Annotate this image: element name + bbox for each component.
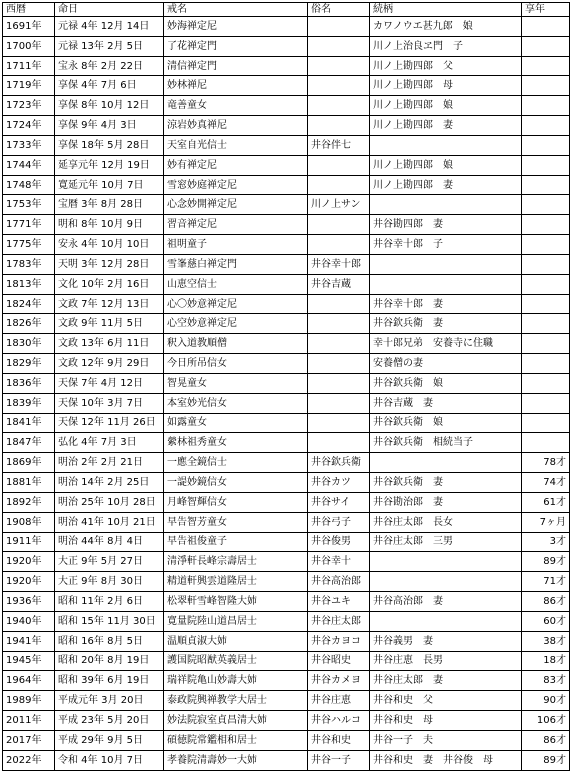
col-header-posthumous-name: 戒名	[164, 3, 308, 17]
lay-name-cell	[308, 235, 370, 255]
age-cell: 60才	[522, 611, 570, 631]
western-year-cell: 1911年	[3, 532, 55, 552]
death-date-cell: 明和 8年 10月 9日	[55, 215, 164, 235]
relationship-cell: 井谷庄太郎 三男	[370, 532, 522, 552]
relationship-cell: 井谷高治郎 妻	[370, 592, 522, 612]
age-cell	[522, 155, 570, 175]
age-cell	[522, 294, 570, 314]
death-date-cell: 昭和 11年 2月 6日	[55, 592, 164, 612]
relationship-cell: 井谷庄太郎 長女	[370, 512, 522, 532]
posthumous-name-cell: 智晃童女	[164, 373, 308, 393]
posthumous-name-cell: 雪峯慈白禅定門	[164, 254, 308, 274]
relationship-cell: 井谷和史 妻 井谷俊 母	[370, 750, 522, 770]
lay-name-cell	[308, 314, 370, 334]
table-row	[3, 611, 570, 631]
western-year-cell: 1753年	[3, 195, 55, 215]
col-header-death-date: 命日	[55, 3, 164, 17]
age-cell	[522, 354, 570, 374]
age-cell	[522, 334, 570, 354]
lay-name-cell: 井谷高治郎	[308, 572, 370, 592]
lay-name-cell	[308, 354, 370, 374]
death-date-cell: 平成 23年 5月 20日	[55, 710, 164, 730]
death-date-cell: 元禄 13年 2月 5日	[55, 36, 164, 56]
relationship-cell: 井谷欽兵衛 妻	[370, 314, 522, 334]
age-cell	[522, 96, 570, 116]
lay-name-cell	[308, 433, 370, 453]
table-body	[3, 17, 570, 771]
table-row	[3, 453, 570, 473]
posthumous-name-cell: 寛量院陸山道昌居士	[164, 611, 308, 631]
death-date-cell: 明治 44年 8月 4日	[55, 532, 164, 552]
table-row	[3, 96, 570, 116]
age-cell	[522, 175, 570, 195]
posthumous-name-cell: 心〇妙意禅定尼	[164, 294, 308, 314]
western-year-cell: 1783年	[3, 254, 55, 274]
age-cell	[522, 56, 570, 76]
table-row	[3, 373, 570, 393]
lay-name-cell: 井谷カツ	[308, 473, 370, 493]
relationship-cell: 井谷欽兵衛 相続当子	[370, 433, 522, 453]
death-date-cell: 宝永 8年 2月 22日	[55, 56, 164, 76]
table-row	[3, 433, 570, 453]
relationship-cell: 井谷欽兵衛 妻	[370, 473, 522, 493]
age-cell: 18才	[522, 651, 570, 671]
western-year-cell: 2017年	[3, 730, 55, 750]
age-cell: 61才	[522, 492, 570, 512]
death-date-cell: 享保 18年 5月 28日	[55, 135, 164, 155]
table-row	[3, 175, 570, 195]
posthumous-name-cell: 妙有禅定尼	[164, 155, 308, 175]
table-row	[3, 691, 570, 711]
western-year-cell: 1941年	[3, 631, 55, 651]
western-year-cell: 1869年	[3, 453, 55, 473]
posthumous-name-cell: 早告智芳童女	[164, 512, 308, 532]
posthumous-name-cell: 瑞祥院亀山妙壽大姉	[164, 671, 308, 691]
death-date-cell: 文政 13年 6月 11日	[55, 334, 164, 354]
age-cell	[522, 413, 570, 433]
lay-name-cell: 井谷庄恵	[308, 691, 370, 711]
posthumous-name-cell: 清淨軒長峰宗壽居士	[164, 552, 308, 572]
western-year-cell: 1724年	[3, 116, 55, 136]
relationship-cell	[370, 135, 522, 155]
lay-name-cell	[308, 175, 370, 195]
posthumous-name-cell: 松翠軒雪峰智隆大姉	[164, 592, 308, 612]
western-year-cell: 1744年	[3, 155, 55, 175]
death-date-cell: 元禄 4年 12月 14日	[55, 17, 164, 37]
age-cell	[522, 314, 570, 334]
western-year-cell: 1824年	[3, 294, 55, 314]
age-cell	[522, 17, 570, 37]
table-row	[3, 254, 570, 274]
death-date-cell: 延享元年 12月 19日	[55, 155, 164, 175]
lay-name-cell	[308, 56, 370, 76]
table-row	[3, 274, 570, 294]
lay-name-cell: 井谷昭史	[308, 651, 370, 671]
posthumous-name-cell: 山恵空信士	[164, 274, 308, 294]
lay-name-cell: 井谷幸十	[308, 552, 370, 572]
lay-name-cell	[308, 76, 370, 96]
relationship-cell: カワノウエ甚九郎 娘	[370, 17, 522, 37]
relationship-cell: 川ノ上勘四郎 父	[370, 56, 522, 76]
death-date-cell: 文政 12年 9月 29日	[55, 354, 164, 374]
western-year-cell: 1826年	[3, 314, 55, 334]
posthumous-name-cell: 祖明童子	[164, 235, 308, 255]
western-year-cell: 1691年	[3, 17, 55, 37]
death-date-cell: 享保 8年 10月 12日	[55, 96, 164, 116]
death-date-cell: 天保 10年 3月 7日	[55, 393, 164, 413]
col-header-lay-name: 俗名	[308, 3, 370, 17]
lay-name-cell: 井谷カヨコ	[308, 631, 370, 651]
western-year-cell: 1723年	[3, 96, 55, 116]
table-row	[3, 17, 570, 37]
table-row	[3, 631, 570, 651]
western-year-cell: 1771年	[3, 215, 55, 235]
col-header-relationship: 続柄	[370, 3, 522, 17]
death-date-cell: 昭和 39年 6月 19日	[55, 671, 164, 691]
relationship-cell: 川ノ上治良ヱ門 子	[370, 36, 522, 56]
age-cell: 78才	[522, 453, 570, 473]
age-cell	[522, 433, 570, 453]
death-date-cell: 令和 4年 10月 7日	[55, 750, 164, 770]
relationship-cell: 幸十郎兄弟 安養寺に住職	[370, 334, 522, 354]
western-year-cell: 1881年	[3, 473, 55, 493]
western-year-cell: 1964年	[3, 671, 55, 691]
table-row	[3, 294, 570, 314]
lay-name-cell	[308, 116, 370, 136]
death-date-cell: 享保 9年 4月 3日	[55, 116, 164, 136]
age-cell	[522, 36, 570, 56]
table-row	[3, 750, 570, 770]
lay-name-cell	[308, 334, 370, 354]
age-cell	[522, 235, 570, 255]
lay-name-cell	[308, 96, 370, 116]
relationship-cell	[370, 195, 522, 215]
age-cell	[522, 116, 570, 136]
lay-name-cell	[308, 413, 370, 433]
lay-name-cell	[308, 215, 370, 235]
posthumous-name-cell: 一諟妙鏡信女	[164, 473, 308, 493]
death-date-cell: 宝暦 3年 8月 28日	[55, 195, 164, 215]
death-date-cell: 天保 12年 11月 26日	[55, 413, 164, 433]
posthumous-name-cell: 縈林祖秀童女	[164, 433, 308, 453]
death-date-cell: 天明 3年 12月 28日	[55, 254, 164, 274]
western-year-cell: 1908年	[3, 512, 55, 532]
relationship-cell: 井谷和史 父	[370, 691, 522, 711]
death-date-cell: 享保 4年 7月 6日	[55, 76, 164, 96]
table-row	[3, 730, 570, 750]
relationship-cell	[370, 274, 522, 294]
age-cell: 89才	[522, 750, 570, 770]
relationship-cell	[370, 254, 522, 274]
table-row	[3, 512, 570, 532]
relationship-cell: 井谷吉蔵 妻	[370, 393, 522, 413]
death-date-cell: 明治 41年 10月 21日	[55, 512, 164, 532]
western-year-cell: 1830年	[3, 334, 55, 354]
table-row	[3, 671, 570, 691]
death-date-cell: 寛延元年 10月 7日	[55, 175, 164, 195]
death-date-cell: 昭和 20年 8月 19日	[55, 651, 164, 671]
western-year-cell: 1836年	[3, 373, 55, 393]
western-year-cell: 1748年	[3, 175, 55, 195]
table-row	[3, 552, 570, 572]
relationship-cell: 井谷義男 妻	[370, 631, 522, 651]
lay-name-cell: 井谷カメヨ	[308, 671, 370, 691]
western-year-cell: 1839年	[3, 393, 55, 413]
age-cell	[522, 373, 570, 393]
relationship-cell	[370, 552, 522, 572]
western-year-cell: 1733年	[3, 135, 55, 155]
western-year-cell: 1829年	[3, 354, 55, 374]
death-date-cell: 文政 7年 12月 13日	[55, 294, 164, 314]
relationship-cell	[370, 611, 522, 631]
col-header-age-at-death: 享年	[522, 3, 570, 17]
table-row	[3, 195, 570, 215]
table-row	[3, 651, 570, 671]
table-row	[3, 135, 570, 155]
lay-name-cell: 井谷弓子	[308, 512, 370, 532]
relationship-cell: 川ノ上勘四郎 母	[370, 76, 522, 96]
lay-name-cell: 井谷一子	[308, 750, 370, 770]
table-row	[3, 314, 570, 334]
table-row	[3, 354, 570, 374]
age-cell	[522, 254, 570, 274]
western-year-cell: 1841年	[3, 413, 55, 433]
lay-name-cell: 川ノ上サン	[308, 195, 370, 215]
posthumous-name-cell: 温順貞淑大姉	[164, 631, 308, 651]
relationship-cell: 井谷欽兵衛 娘	[370, 413, 522, 433]
western-year-cell: 1920年	[3, 572, 55, 592]
western-year-cell: 1700年	[3, 36, 55, 56]
age-cell: 3才	[522, 532, 570, 552]
posthumous-name-cell: 月峰智輝信女	[164, 492, 308, 512]
relationship-cell: 安養僧の妻	[370, 354, 522, 374]
age-cell	[522, 393, 570, 413]
lay-name-cell: 井谷庄太郎	[308, 611, 370, 631]
table-row	[3, 76, 570, 96]
posthumous-name-cell: 如露童女	[164, 413, 308, 433]
relationship-cell: 川ノ上勘四郎 娘	[370, 96, 522, 116]
relationship-cell: 井谷幸十郎 子	[370, 235, 522, 255]
western-year-cell: 2022年	[3, 750, 55, 770]
age-cell	[522, 215, 570, 235]
death-date-cell: 明治 2年 2月 21日	[55, 453, 164, 473]
posthumous-name-cell: 一應全鏡信士	[164, 453, 308, 473]
death-date-cell: 平成元年 3月 20日	[55, 691, 164, 711]
table-row	[3, 393, 570, 413]
western-year-cell: 1945年	[3, 651, 55, 671]
age-cell: 7ヶ月	[522, 512, 570, 532]
posthumous-name-cell: 習音禅定尼	[164, 215, 308, 235]
death-date-cell: 天保 7年 4月 12日	[55, 373, 164, 393]
western-year-cell: 1940年	[3, 611, 55, 631]
lay-name-cell	[308, 393, 370, 413]
western-year-cell: 1892年	[3, 492, 55, 512]
posthumous-name-cell: 妙法院寂室貞昌清大姉	[164, 710, 308, 730]
lay-name-cell	[308, 373, 370, 393]
western-year-cell: 1719年	[3, 76, 55, 96]
table-row	[3, 155, 570, 175]
death-date-cell: 平成 29年 9月 5日	[55, 730, 164, 750]
western-year-cell: 1711年	[3, 56, 55, 76]
age-cell: 86才	[522, 730, 570, 750]
death-date-cell: 昭和 16年 8月 5日	[55, 631, 164, 651]
relationship-cell: 川ノ上勘四郎 妻	[370, 175, 522, 195]
lay-name-cell: 井谷欽兵衛	[308, 453, 370, 473]
table-row	[3, 116, 570, 136]
age-cell: 106才	[522, 710, 570, 730]
relationship-cell: 井谷和史 母	[370, 710, 522, 730]
age-cell: 38才	[522, 631, 570, 651]
posthumous-name-cell: 精道軒興雲道隆居士	[164, 572, 308, 592]
lay-name-cell: 井谷幸十郎	[308, 254, 370, 274]
age-cell	[522, 274, 570, 294]
death-date-cell: 文化 10年 2月 16日	[55, 274, 164, 294]
table-row	[3, 334, 570, 354]
posthumous-name-cell: 孝養院清壽妙一大姉	[164, 750, 308, 770]
lay-name-cell: 井谷和史	[308, 730, 370, 750]
western-year-cell: 1847年	[3, 433, 55, 453]
death-date-cell: 弘化 4年 7月 3日	[55, 433, 164, 453]
western-year-cell: 1936年	[3, 592, 55, 612]
table-row	[3, 592, 570, 612]
posthumous-name-cell: 早告祖俊童子	[164, 532, 308, 552]
death-date-cell: 大正 9年 8月 30日	[55, 572, 164, 592]
relationship-cell: 川ノ上勘四郎 娘	[370, 155, 522, 175]
table-row	[3, 235, 570, 255]
age-cell: 74才	[522, 473, 570, 493]
posthumous-name-cell: 了花禅定門	[164, 36, 308, 56]
table-row	[3, 36, 570, 56]
posthumous-name-cell: 心念妙開禅定尼	[164, 195, 308, 215]
death-date-cell: 文政 9年 11月 5日	[55, 314, 164, 334]
relationship-cell: 川ノ上勘四郎 妻	[370, 116, 522, 136]
table-row	[3, 413, 570, 433]
age-cell	[522, 135, 570, 155]
table-row	[3, 572, 570, 592]
posthumous-name-cell: 妙林禅尼	[164, 76, 308, 96]
lay-name-cell: 井谷吉蔵	[308, 274, 370, 294]
table-row	[3, 56, 570, 76]
posthumous-name-cell: 本室妙光信女	[164, 393, 308, 413]
relationship-cell	[370, 572, 522, 592]
memorial-register-table	[2, 2, 570, 771]
death-date-cell: 大正 9年 5月 27日	[55, 552, 164, 572]
lay-name-cell	[308, 294, 370, 314]
lay-name-cell	[308, 155, 370, 175]
lay-name-cell: 井谷伴七	[308, 135, 370, 155]
posthumous-name-cell: 妙海禅定尼	[164, 17, 308, 37]
lay-name-cell: 井谷サイ	[308, 492, 370, 512]
age-cell: 89才	[522, 552, 570, 572]
relationship-cell: 井谷幸十郎 妻	[370, 294, 522, 314]
lay-name-cell: 井谷ハルコ	[308, 710, 370, 730]
age-cell	[522, 195, 570, 215]
table-row	[3, 710, 570, 730]
relationship-cell	[370, 453, 522, 473]
age-cell: 86才	[522, 592, 570, 612]
relationship-cell: 井谷一子 夫	[370, 730, 522, 750]
table-row	[3, 215, 570, 235]
posthumous-name-cell: 竜善童女	[164, 96, 308, 116]
table-row	[3, 492, 570, 512]
death-date-cell: 昭和 15年 11月 30日	[55, 611, 164, 631]
relationship-cell: 井谷庄恵 長男	[370, 651, 522, 671]
western-year-cell: 2011年	[3, 710, 55, 730]
lay-name-cell: 井谷ユキ	[308, 592, 370, 612]
posthumous-name-cell: 清信禅定門	[164, 56, 308, 76]
lay-name-cell	[308, 36, 370, 56]
table-row	[3, 473, 570, 493]
posthumous-name-cell: 雪窓妙庭禅定尼	[164, 175, 308, 195]
relationship-cell: 井谷勘治郎 妻	[370, 492, 522, 512]
age-cell: 90才	[522, 691, 570, 711]
table-row	[3, 532, 570, 552]
posthumous-name-cell: 天室自光信士	[164, 135, 308, 155]
posthumous-name-cell: 涼岩妙真禅尼	[164, 116, 308, 136]
death-date-cell: 明治 14年 2月 25日	[55, 473, 164, 493]
posthumous-name-cell: 泰政院興禅教学大居士	[164, 691, 308, 711]
death-date-cell: 安永 4年 10月 10日	[55, 235, 164, 255]
lay-name-cell: 井谷俊男	[308, 532, 370, 552]
posthumous-name-cell: 心空妙意禅定尼	[164, 314, 308, 334]
posthumous-name-cell: 碩徳院常鑑相和居士	[164, 730, 308, 750]
lay-name-cell	[308, 17, 370, 37]
western-year-cell: 1920年	[3, 552, 55, 572]
col-header-western-year: 西暦	[3, 3, 55, 17]
relationship-cell: 井谷勘四郎 妻	[370, 215, 522, 235]
age-cell: 71才	[522, 572, 570, 592]
posthumous-name-cell: 今日所吊信女	[164, 354, 308, 374]
relationship-cell: 井谷欽兵衛 娘	[370, 373, 522, 393]
posthumous-name-cell: 釈入道教順僧	[164, 334, 308, 354]
age-cell: 83才	[522, 671, 570, 691]
death-date-cell: 明治 25年 10月 28日	[55, 492, 164, 512]
western-year-cell: 1775年	[3, 235, 55, 255]
age-cell	[522, 76, 570, 96]
relationship-cell: 井谷庄太郎 妻	[370, 671, 522, 691]
header-row	[3, 3, 570, 17]
posthumous-name-cell: 護国院昭猷英義居士	[164, 651, 308, 671]
western-year-cell: 1989年	[3, 691, 55, 711]
western-year-cell: 1813年	[3, 274, 55, 294]
